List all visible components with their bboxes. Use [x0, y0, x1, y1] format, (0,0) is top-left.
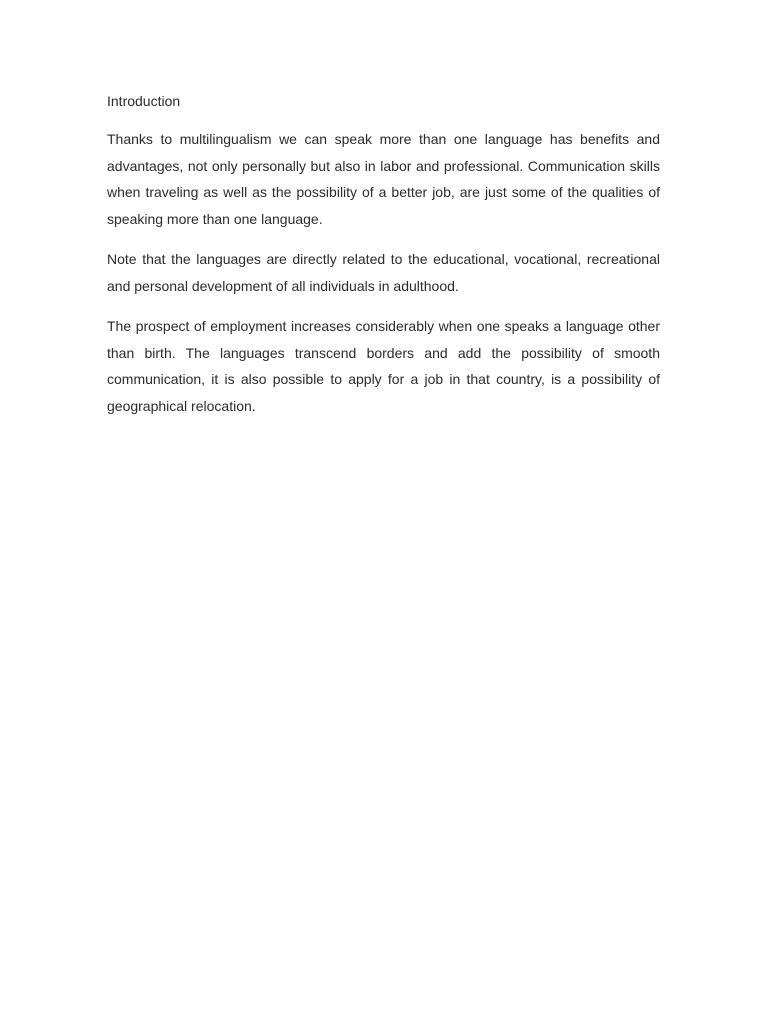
paragraph: Note that the languages are directly related to the educational, vocational, recreational and personal development of all individuals in adulthood. [107, 251, 660, 294]
section-heading: Introduction [107, 93, 181, 109]
document-body [107, 90, 660, 433]
paragraph: The prospect of employment increases considerably when one speaks a language other than birth. The languages transcend borders and add the possibility of smooth communication, it is also possible to apply for a job in that country, is a possibility of geographical relocation. [107, 318, 660, 414]
paragraph: Thanks to multilingualism we can speak more than one language has benefits and advantages, not only personally but also in labor and professional. Communication skills when traveling as well as the possibility of a better job, are just some of the qualities of speaking more than one language. [107, 131, 660, 227]
